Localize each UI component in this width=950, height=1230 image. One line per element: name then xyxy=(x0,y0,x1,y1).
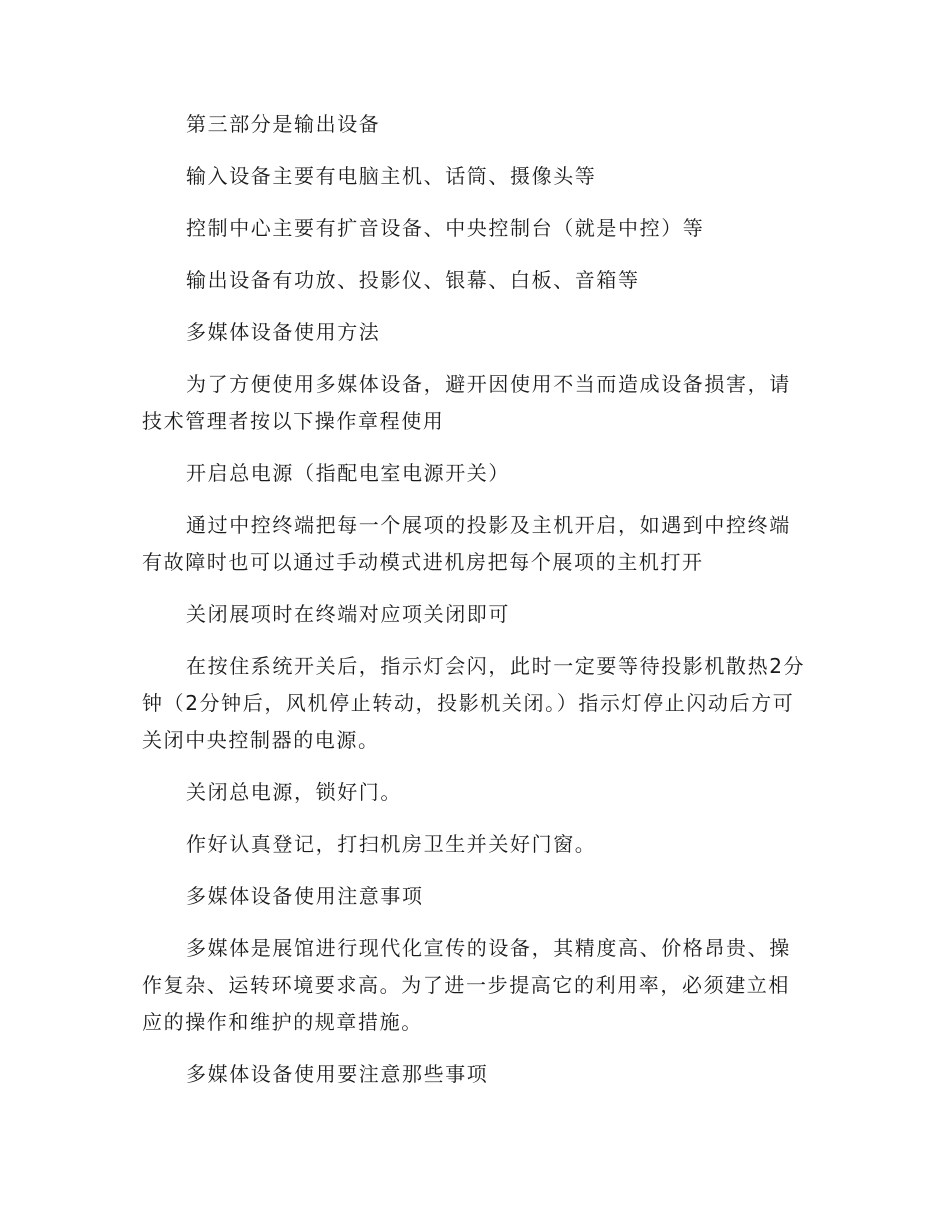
paragraph-power-on: 开启总电源（指配电室电源开关） xyxy=(186,461,510,485)
paragraph-output-devices: 输出设备有功放、投影仪、银幕、白板、音箱等 xyxy=(186,268,640,292)
paragraph-output-devices-intro: 第三部分是输出设备 xyxy=(186,112,381,136)
paragraph-central-control: 通过中控终端把每一个展项的投影及主机开启，如遇到中控终端有故障时也可以通过手动模式进机房把每个展项的主机打开 xyxy=(142,513,791,574)
section-heading-usage-notes: 多媒体设备使用要注意那些事项 xyxy=(186,1062,489,1086)
paragraph-power-off: 关闭总电源，锁好门。 xyxy=(186,780,402,804)
paragraph-projector-cooling: 在按住系统开关后，指示灯会闪，此时一定要等待投影机散热2分钟（2分钟后，风机停止转动，投影机关闭。）指示灯停止闪动后方可关闭中央控制器的电源。 xyxy=(142,654,806,752)
section-heading-usage-method: 多媒体设备使用方法 xyxy=(186,320,381,344)
paragraph-registration: 作好认真登记，打扫机房卫生并关好门窗。 xyxy=(186,832,597,856)
paragraph-input-devices: 输入设备主要有电脑主机、话筒、摄像头等 xyxy=(186,164,597,188)
section-heading-precautions: 多媒体设备使用注意事项 xyxy=(186,884,424,908)
paragraph-control-center: 控制中心主要有扩音设备、中央控制台（就是中控）等 xyxy=(186,216,705,240)
paragraph-close-exhibit: 关闭展项时在终端对应项关闭即可 xyxy=(186,602,510,626)
paragraph-usage-intro: 为了方便使用多媒体设备，避开因使用不当而造成设备损害，请技术管理者按以下操作章程使用 xyxy=(142,372,791,433)
document-body xyxy=(142,106,808,1108)
paragraph-multimedia-overview: 多媒体是展馆进行现代化宣传的设备，其精度高、价格昂贵、操作复杂、运转环境要求高。为了进一步提高它的利用率，必须建立相应的操作和维护的规章措施。 xyxy=(142,936,791,1034)
